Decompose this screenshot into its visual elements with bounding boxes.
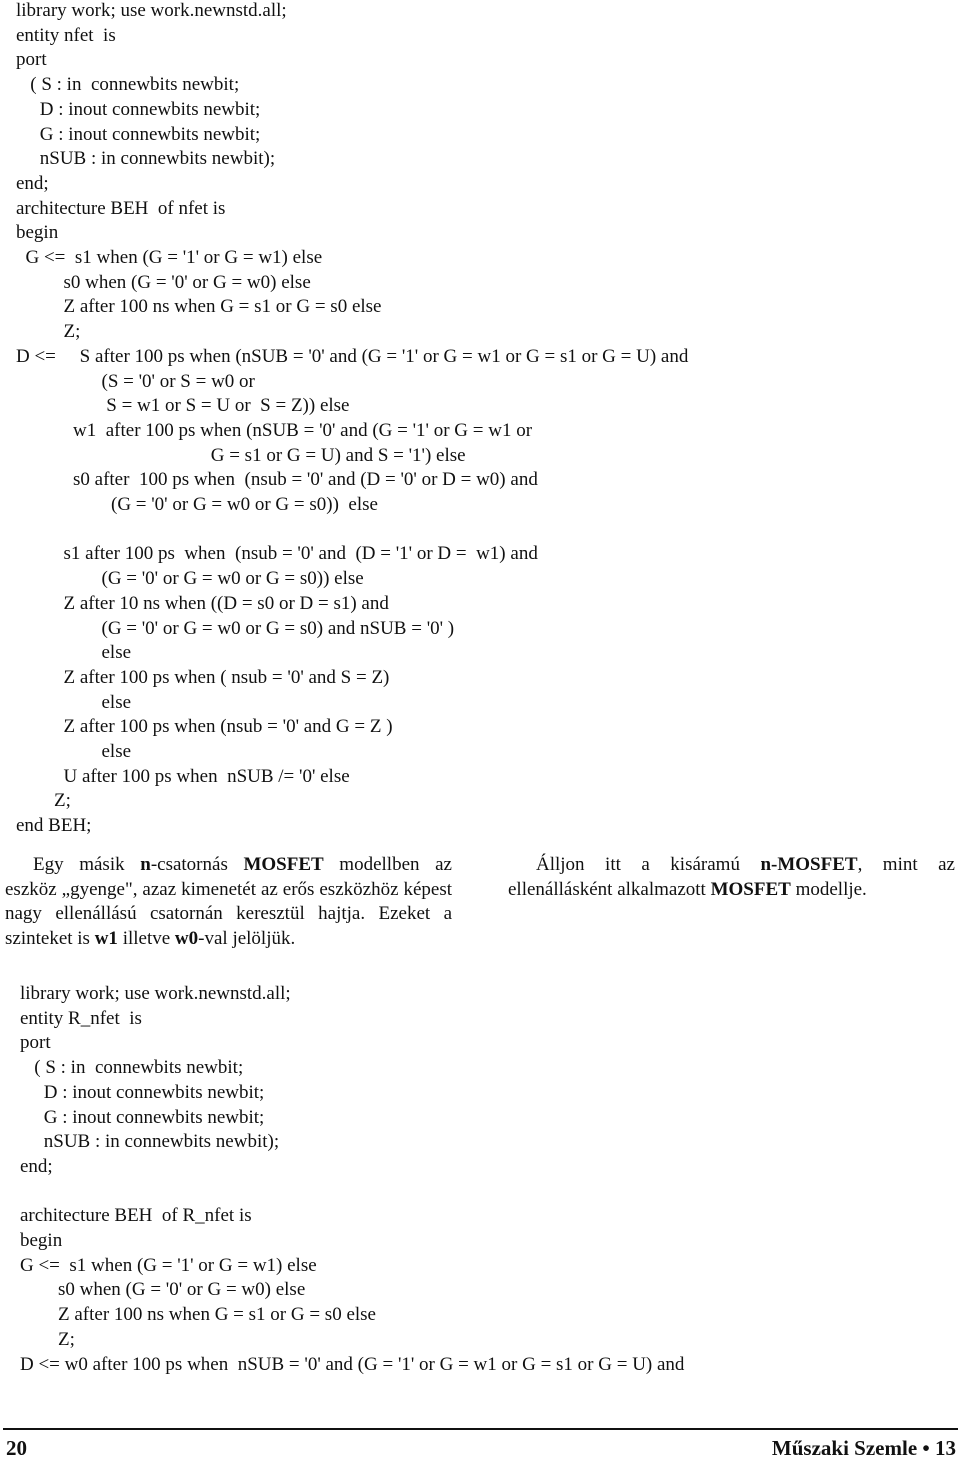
code-line: D : inout connewbits newbit;	[16, 98, 261, 120]
code-line: w1 after 100 ps when (nSUB = '0' and (G = '1' or G = w1 or	[16, 419, 533, 441]
code-line: port	[20, 1032, 51, 1054]
code-line: G <= s1 when (G = '1' or G = w1) else	[20, 1254, 317, 1276]
code-line: U after 100 ps when nSUB /= '0' else	[16, 765, 350, 787]
code-line: begin	[20, 1230, 63, 1251]
code-line: (G = '0' or G = w0 or G = s0) and nSUB = '0' )	[16, 617, 455, 639]
code-line: architecture BEH of nfet is	[16, 197, 226, 219]
code-line: Z after 100 ps when ( nsub = '0' and S = Z)	[16, 666, 390, 688]
code-line: end;	[20, 1155, 53, 1177]
code-line: entity nfet is	[16, 24, 116, 46]
code-line: entity R_nfet is	[20, 1007, 142, 1029]
code-line: G <= s1 when (G = '1' or G = w1) else	[16, 247, 323, 268]
code-line: else	[16, 691, 132, 713]
code-line: Z;	[20, 1328, 75, 1350]
code-line: D <= S after 100 ps when (nSUB = '0' and (G = '1' or G = w1 or G = s1 or G = U) and	[16, 345, 689, 367]
code-line: end;	[16, 172, 49, 194]
code-line: architecture BEH of R_nfet is	[20, 1205, 252, 1227]
code-line: end BEH;	[16, 815, 92, 837]
code-line: (G = '0' or G = w0 or G = s0)) else	[16, 494, 378, 515]
code-line: port	[16, 49, 47, 71]
code-line: nSUB : in connewbits newbit);	[16, 148, 276, 170]
code-line: G : inout connewbits newbit;	[16, 123, 261, 145]
code-line: s0 after 100 ps when (nsub = '0' and (D = '0' or D = w0) and	[16, 469, 538, 491]
code-line: Z;	[16, 790, 71, 812]
code-line: begin	[16, 222, 59, 244]
code-line: (G = '0' or G = w0 or G = s0)) else	[16, 568, 364, 590]
bold-term: n	[140, 854, 151, 875]
text-run: modellben az eszköz „gyenge", azaz kimenetét az erős eszközhöz képest nagy ellenállású csatornán keresztül hajtja. Ezeket a szinteket is	[5, 854, 452, 949]
code-line: library work; use work.newnstd.all;	[20, 983, 291, 1004]
code-line: Z after 10 ns when ((D = s0 or D = s1) and	[16, 592, 389, 614]
code-line: (S = '0' or S = w0 or	[16, 370, 255, 392]
text-run: , mint az ellenállásként alkalmazott	[508, 854, 955, 900]
code-line: D <= w0 after 100 ps when nSUB = '0' and (G = '1' or G = w1 or G = s1 or G = U) and	[20, 1353, 685, 1375]
text-run: Egy másik	[33, 854, 141, 875]
text-run: -val jelöljük.	[198, 927, 296, 949]
code-line: ( S : in connewbits newbit;	[16, 74, 240, 96]
bold-term: n-MOSFET	[760, 854, 858, 875]
code-line: Z after 100 ns when G = s1 or G = s0 else	[16, 296, 382, 318]
code-line: G = s1 or G = U) and S = '1') else	[16, 444, 466, 466]
code-line: ( S : in connewbits newbit;	[20, 1057, 244, 1079]
text-run: Álljon itt a kisáramú	[536, 854, 761, 875]
code-line: Z after 100 ns when G = s1 or G = s0 else	[20, 1304, 376, 1326]
code-line: D : inout connewbits newbit;	[20, 1081, 265, 1103]
code-line: nSUB : in connewbits newbit);	[20, 1131, 280, 1153]
bold-term: MOSFET	[710, 878, 791, 900]
code-line: library work; use work.newnstd.all;	[16, 0, 287, 21]
code-line: Z after 100 ps when (nsub = '0' and G = Z )	[16, 716, 393, 738]
text-run: illetve	[117, 927, 175, 949]
code-line: s0 when (G = '0' or G = w0) else	[20, 1279, 306, 1301]
bold-term: w1	[94, 927, 118, 949]
footer-rule	[3, 1428, 958, 1430]
code-line: S = w1 or S = U or S = Z)) else	[16, 395, 350, 417]
bold-term: w0	[174, 927, 199, 949]
code-line: Z;	[16, 321, 81, 343]
code-line: G : inout connewbits newbit;	[20, 1106, 265, 1128]
code-line: s0 when (G = '0' or G = w0) else	[16, 271, 311, 293]
journal-title: Műszaki Szemle • 13	[771, 1436, 956, 1460]
code-line: else	[16, 741, 132, 762]
text-run: -csatornás	[150, 854, 244, 875]
code-line: s1 after 100 ps when (nsub = '0' and (D = '1' or D = w1) and	[16, 543, 538, 565]
page-number: 20	[6, 1436, 27, 1460]
text-run: modellje.	[790, 878, 867, 900]
bold-term: MOSFET	[243, 854, 324, 875]
code-line: else	[16, 642, 132, 664]
